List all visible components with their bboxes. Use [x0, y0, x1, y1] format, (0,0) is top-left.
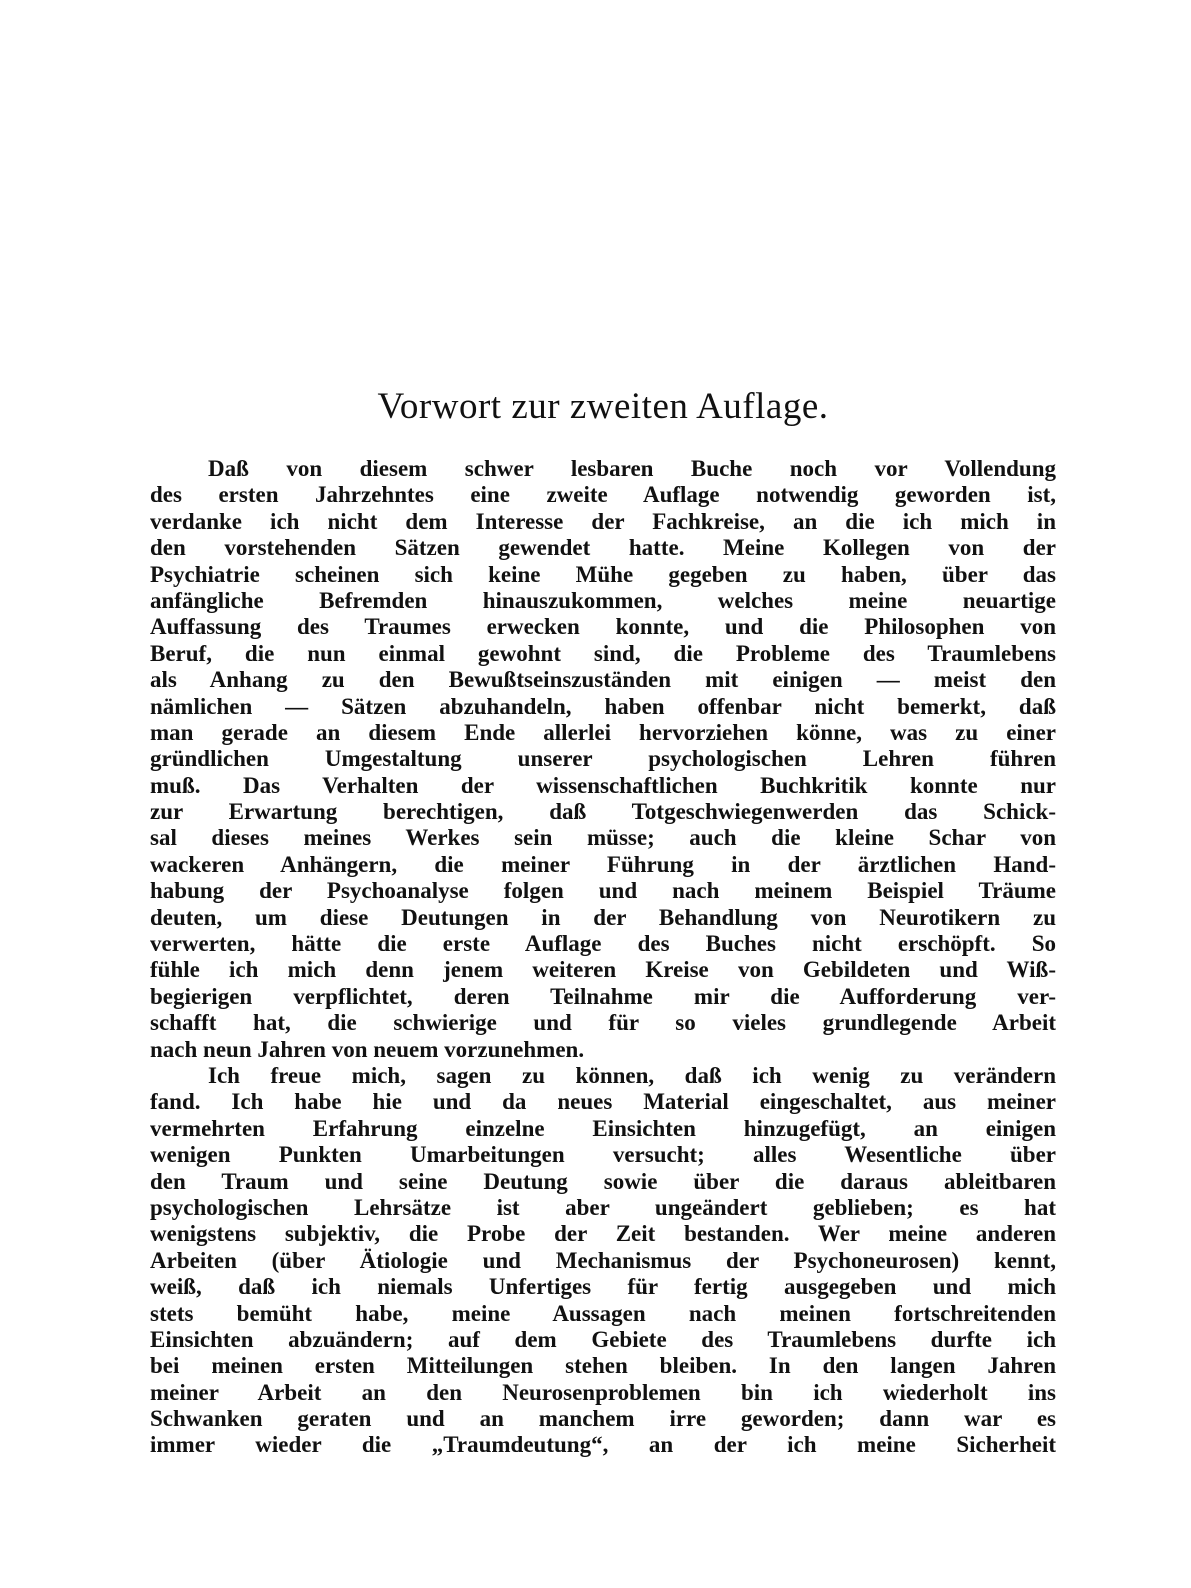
paragraph-1 [150, 456, 1056, 1063]
text-line: fühle ich mich denn jenem weiteren Kreise von Gebildeten und Wiß- [150, 957, 1056, 983]
text-line: bei meinen ersten Mitteilungen stehen bleiben. In den langen Jahren [150, 1353, 1056, 1379]
text-line: Auffassung des Traumes erwecken konnte, und die Philosophen von [150, 614, 1056, 640]
text-line: Einsichten abzuändern; auf dem Gebiete des Traumlebens durfte ich [150, 1326, 1056, 1352]
text-line: anfängliche Befremden hinauszukommen, welches meine neuartige [150, 587, 1056, 613]
text-line: begierigen verpflichtet, deren Teilnahme mir die Aufforderung ver- [150, 983, 1056, 1009]
text-line: wenigstens subjektiv, die Probe der Zeit bestanden. Wer meine anderen [150, 1221, 1056, 1247]
text-line: vermehrten Erfahrung einzelne Einsichten hinzugefügt, an einigen [150, 1115, 1056, 1141]
text-line: zur Erwartung berechtigen, daß Totgeschwiegenwerden das Schick- [150, 799, 1056, 825]
text-line: wackeren Anhängern, die meiner Führung in der ärztlichen Hand- [150, 851, 1056, 877]
text-line: Psychiatrie scheinen sich keine Mühe gegeben zu haben, über das [150, 561, 1056, 587]
paragraph-2 [150, 1063, 1056, 1459]
text-line: den vorstehenden Sätzen gewendet hatte. Meine Kollegen von der [150, 535, 1056, 561]
text-line: psychologischen Lehrsätze ist aber ungeändert geblieben; es hat [150, 1194, 1056, 1220]
text-line: schafft hat, die schwierige und für so vieles grundlegende Arbeit [150, 1010, 1056, 1036]
text-line: nach neun Jahren von neuem vorzunehmen. [150, 1036, 585, 1062]
text-line: nämlichen — Sätzen abzuhandeln, haben offenbar nicht bemerkt, daß [150, 693, 1056, 719]
text-line: man gerade an diesem Ende allerlei hervorziehen könne, was zu einer [150, 719, 1056, 745]
text-line: fand. Ich habe hie und da neues Material eingeschaltet, aus meiner [150, 1089, 1056, 1115]
text-line: sal dieses meines Werkes sein müsse; auch die kleine Schar von [150, 825, 1056, 851]
text-line: verwerten, hätte die erste Auflage des Buches nicht erschöpft. So [150, 931, 1056, 957]
text-line: Daß von diesem schwer lesbaren Buche noch vor Vollendung [208, 456, 1056, 481]
body-text [150, 456, 1056, 1459]
text-line: Schwanken geraten und an manchem irre geworden; dann war es [150, 1406, 1056, 1432]
text-line: muß. Das Verhalten der wissenschaftlichen Buchkritik konnte nur [150, 772, 1056, 798]
page-title: Vorwort zur zweiten Auflage. [377, 385, 829, 427]
text-line: stets bemüht habe, meine Aussagen nach meinen fortschreitenden [150, 1300, 1056, 1326]
text-line: deuten, um diese Deutungen in der Behandlung von Neurotikern zu [150, 904, 1056, 930]
text-line: Beruf, die nun einmal gewohnt sind, die Probleme des Traumlebens [150, 640, 1056, 666]
text-line: gründlichen Umgestaltung unserer psychologischen Lehren führen [150, 746, 1056, 772]
text-line: meiner Arbeit an den Neurosenproblemen bin ich wiederholt ins [150, 1379, 1056, 1405]
text-line: den Traum und seine Deutung sowie über die daraus ableitbaren [150, 1168, 1056, 1194]
text-line: wenigen Punkten Umarbeitungen versucht; alles Wesentliche über [150, 1142, 1056, 1168]
text-line: habung der Psychoanalyse folgen und nach meinem Beispiel Träume [150, 878, 1056, 904]
text-line: des ersten Jahrzehntes eine zweite Auflage notwendig geworden ist, [150, 482, 1056, 508]
text-line: als Anhang zu den Bewußtseinszuständen mit einigen — meist den [150, 667, 1056, 693]
text-line: immer wieder die „Traumdeutung“, an der ich meine Sicherheit [150, 1432, 1056, 1458]
text-line: verdanke ich nicht dem Interesse der Fachkreise, an die ich mich in [150, 508, 1056, 534]
text-line: Arbeiten (über Ätiologie und Mechanismus der Psychoneurosen) kennt, [150, 1247, 1056, 1273]
text-line: Ich freue mich, sagen zu können, daß ich wenig zu verändern [208, 1062, 1056, 1088]
text-line: weiß, daß ich niemals Unfertiges für fertig ausgegeben und mich [150, 1274, 1056, 1300]
